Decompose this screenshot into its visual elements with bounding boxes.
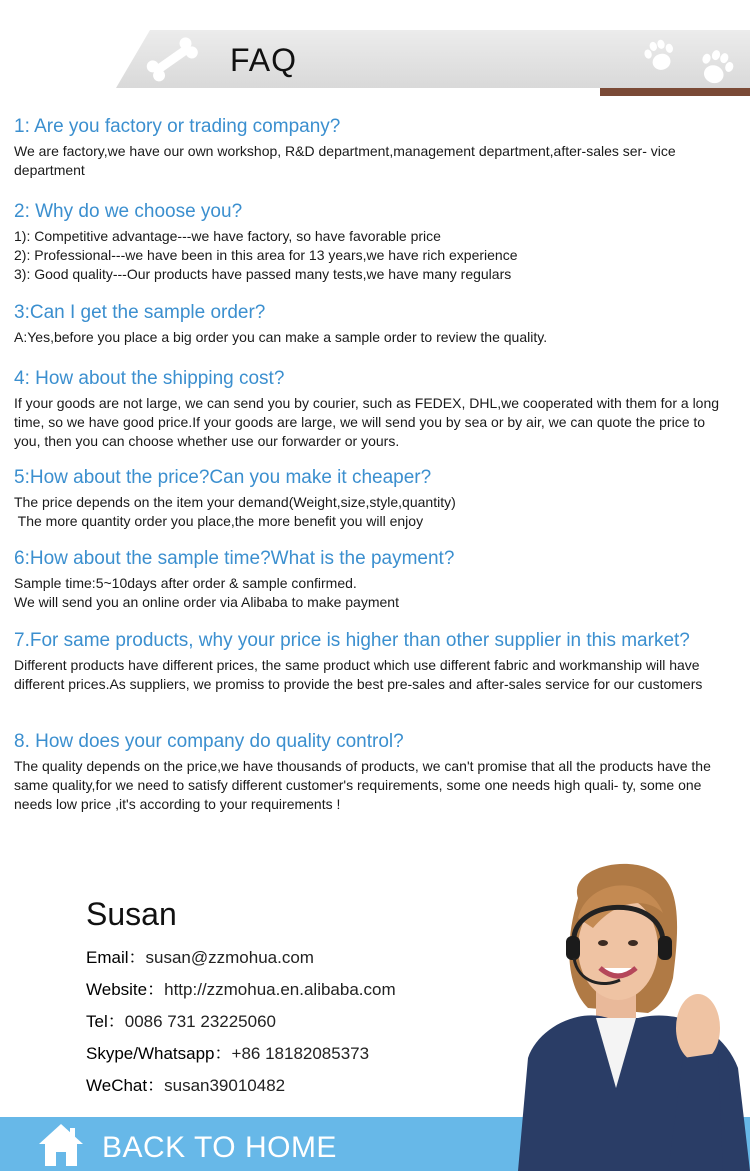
tel-value: 0086 731 23225060 xyxy=(124,1012,276,1031)
website-label: Website： xyxy=(86,980,165,999)
page-title: FAQ xyxy=(230,42,298,78)
faq-answer xyxy=(14,757,730,814)
faq-answer xyxy=(14,493,730,531)
back-to-home-button[interactable]: BACK TO HOME xyxy=(102,1131,337,1164)
contact-card xyxy=(86,894,396,1102)
faq-question: 1: Are you factory or trading company? xyxy=(14,116,341,137)
email-link[interactable]: susan@zzmohua.com xyxy=(145,948,314,967)
faq-answer xyxy=(14,574,730,612)
email-label: Email： xyxy=(86,948,146,967)
contact-email-row xyxy=(86,942,396,974)
contact-skype-row xyxy=(86,1038,396,1070)
faq-answer-line: The price depends on the item your demand(Weight,size,style,quantity) xyxy=(14,494,456,510)
faq-item xyxy=(14,467,730,531)
skype-value: +86 18182085373 xyxy=(231,1044,370,1063)
faq-question: 3:Can I get the sample order? xyxy=(14,302,266,323)
faq-answer-line: We will send you an online order via Alibaba to make payment xyxy=(14,594,399,610)
faq-answer-line: Sample time:5~10days after order & sample confirmed. xyxy=(14,575,357,591)
faq-question: 4: How about the shipping cost? xyxy=(14,368,285,389)
faq-item xyxy=(14,116,730,180)
faq-item xyxy=(14,548,730,612)
wechat-label: WeChat： xyxy=(86,1076,165,1095)
home-icon[interactable] xyxy=(36,1120,86,1168)
faq-answer-line: We are factory,we have our own workshop, R&D department,management department,after-sales ser- vice department xyxy=(14,143,676,178)
faq-item xyxy=(14,630,730,694)
faq-answer-line: The quality depends on the price,we have thousands of products, we can't promise that all the products have the same quality,for we need to satisfy different customer's requirements, some one needs high quali- ty, some one needs low price ,it's according to your requirements ! xyxy=(14,758,711,812)
faq-answer xyxy=(14,394,730,451)
faq-answer-line: The more quantity order you place,the more benefit you will enjoy xyxy=(14,513,424,529)
faq-answer xyxy=(14,142,730,180)
faq-answer-line: 2): Professional---we have been in this area for 13 years,we have rich experience xyxy=(14,247,518,263)
faq-question: 8. How does your company do quality control? xyxy=(14,731,404,752)
paw-icon xyxy=(694,46,738,90)
faq-header xyxy=(0,0,750,100)
contact-tel-row xyxy=(86,1006,396,1038)
faq-item xyxy=(14,368,730,451)
website-link[interactable]: http://zzmohua.en.alibaba.com xyxy=(164,980,396,999)
faq-question: 2: Why do we choose you? xyxy=(14,201,243,222)
faq-question: 7.For same products, why your price is higher than other supplier in this market? xyxy=(14,630,690,651)
faq-answer-line: 3): Good quality---Our products have passed many tests,we have many regulars xyxy=(14,266,512,282)
support-agent-illustration xyxy=(508,858,750,1171)
faq-answer-line: If your goods are not large, we can send you by courier, such as FEDEX, DHL,we cooperated with them for a long time, so we have good price.If your goods are large, we will send you by sea or by air, we can quote the price to you, then you can choose whether use our forwarder or yours. xyxy=(14,395,720,449)
faq-answer xyxy=(14,656,730,694)
bone-icon xyxy=(140,36,204,82)
skype-label: Skype/Whatsapp： xyxy=(86,1044,232,1063)
faq-answer-line: A:Yes,before you place a big order you can make a sample order to review the quality. xyxy=(14,329,548,345)
faq-answer-line: Different products have different prices, the same product which use different fabric and workmanship will have different prices.As suppliers, we promiss to provide the best pre-sales and after-sales service for our customers xyxy=(14,657,703,692)
faq-question: 5:How about the price?Can you make it cheaper? xyxy=(14,467,432,488)
wechat-value: susan39010482 xyxy=(164,1076,286,1095)
faq-item xyxy=(14,731,730,814)
contact-name: Susan xyxy=(86,896,177,932)
faq-answer-line: 1): Competitive advantage---we have factory, so have favorable price xyxy=(14,228,441,244)
faq-item xyxy=(14,201,730,284)
faq-question: 6:How about the sample time?What is the payment? xyxy=(14,548,455,569)
contact-wechat-row xyxy=(86,1070,396,1102)
paw-icon xyxy=(640,36,680,76)
faq-item xyxy=(14,302,730,347)
faq-answer xyxy=(14,227,730,284)
contact-website-row xyxy=(86,974,396,1006)
faq-answer xyxy=(14,328,730,347)
tel-label: Tel： xyxy=(86,1012,125,1031)
